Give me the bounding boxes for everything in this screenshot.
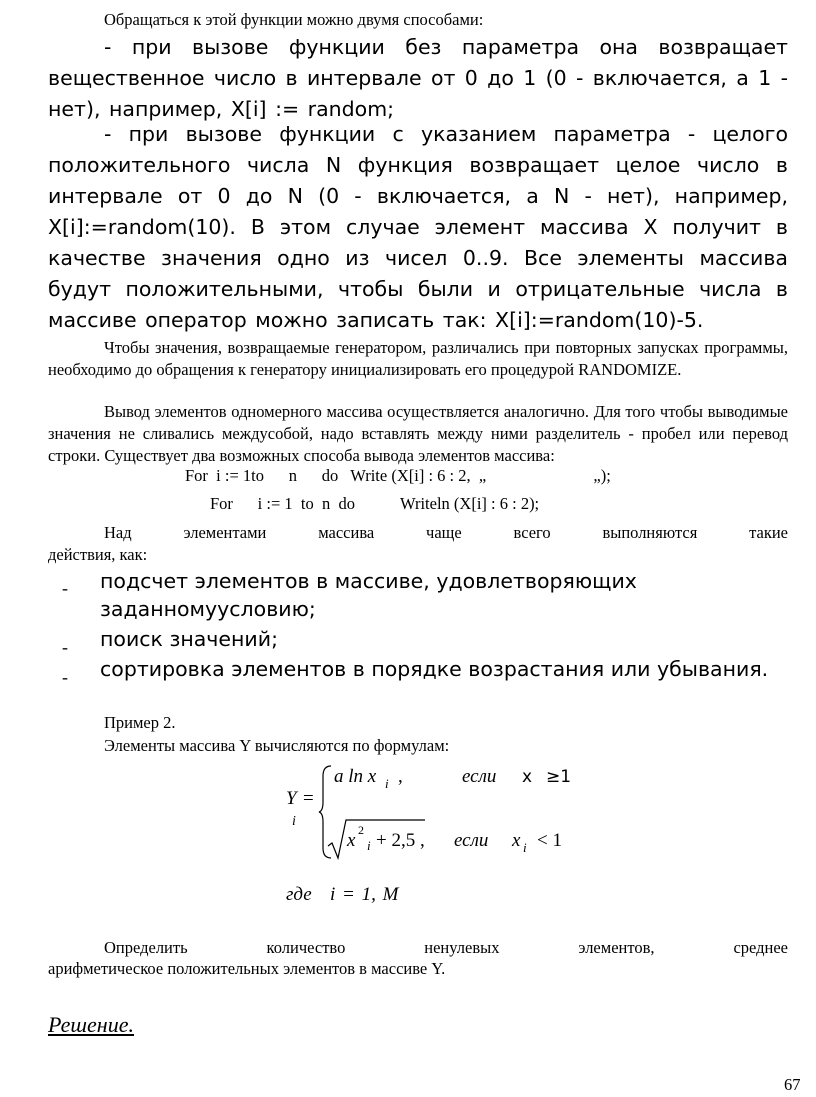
example-intro: Элементы массива Y вычисляются по формулам: — [104, 736, 450, 755]
paragraph-output: Вывод элементов одномерного массива осуществляется аналогично. Для того чтобы выводимые значения не сливались междусобой, надо вставлять между ними разделитель - пробел или перевод строки. Существует два возможных способа вывода элементов массива: — [48, 402, 788, 465]
case2-condition-subscript: i — [523, 840, 527, 855]
case2-condition-word: если — [454, 830, 489, 851]
paragraph-actions: Над элементами массива чаще всего выполняются такие — [104, 523, 788, 542]
case1-expression: a ln x — [334, 766, 377, 787]
list-bullet: - — [62, 578, 68, 598]
case2-rest: + 2,5 , — [376, 830, 425, 851]
code-line-write: For i := 1to n do Write (X[i] : 6 : 2, „ „); — [185, 466, 611, 485]
intro-text: Обращаться к этой функции можно двумя способами: — [104, 10, 484, 29]
where-expression: i = 1, M — [330, 884, 399, 905]
list-item-text: поиск значений; — [100, 627, 278, 651]
example-title: Пример 2. — [104, 713, 176, 732]
case1-condition-var: x — [522, 767, 533, 787]
where-word: где — [286, 884, 312, 905]
formula-lhs: Y — [286, 788, 297, 809]
code-line-writeln: For i := 1 to n do Writeln (X[i] : 6 : 2); — [210, 494, 540, 513]
case2-condition-var: x — [512, 830, 521, 851]
case2-superscript: 2 — [358, 823, 364, 837]
case1-subscript: i — [385, 776, 389, 791]
task-text: Определить количество ненулевых элементов, среднее — [104, 938, 788, 957]
paragraph-randomize: Чтобы значения, возвращаемые генератором, различались при повторных запусках программы, необходимо до обращения к генератору инициализировать его процедурой RANDOMIZE. — [48, 338, 788, 379]
page-number: 67 — [784, 1075, 801, 1094]
formula-lhs-subscript: i — [292, 814, 296, 829]
case1-condition-word: если — [462, 766, 497, 787]
formula-equals: = — [303, 788, 314, 809]
case2-variable: x — [347, 830, 356, 851]
list-item-text: подсчет элементов в массиве, удовлетворяющих — [100, 569, 637, 593]
paragraph-actions-continued: действия, как: — [48, 545, 148, 564]
paragraph-random-with-argument: - при вызове функции с указанием параметра - целого положительного числа N функция возвращает целое число в интервале от 0 до N (0 - включается, а N - нет), например, X[i]:=random(10). В этом случае элемент массива X получит в качестве значения одно из чисел 0..9. Все элементы массива будут положительными, чтобы были и отрицательные числа в массиве оператор можно записать так: X[i]:=random(10)-5. — [48, 122, 788, 332]
case2-subscript: i — [367, 838, 371, 853]
task-text-continued: арифметическое положительных элементов в массиве Y. — [48, 959, 446, 978]
solution-heading: Решение. — [48, 1012, 134, 1037]
list-bullet: - — [62, 667, 68, 687]
list-item-text-continued: заданномуусловию; — [100, 597, 316, 621]
list-item-text: сортировка элементов в порядке возрастания или убывания. — [100, 657, 769, 681]
case1-comma: , — [398, 766, 403, 787]
case1-condition-relation: ≥1 — [546, 767, 572, 787]
paragraph-random-no-argument: - при вызове функции без параметра она возвращает вещественное число в интервале от 0 до 1 (0 - включается, а 1 - нет), например, X[i] := random; — [48, 35, 788, 121]
case2-condition-relation: < 1 — [537, 830, 562, 851]
list-bullet: - — [62, 637, 68, 657]
